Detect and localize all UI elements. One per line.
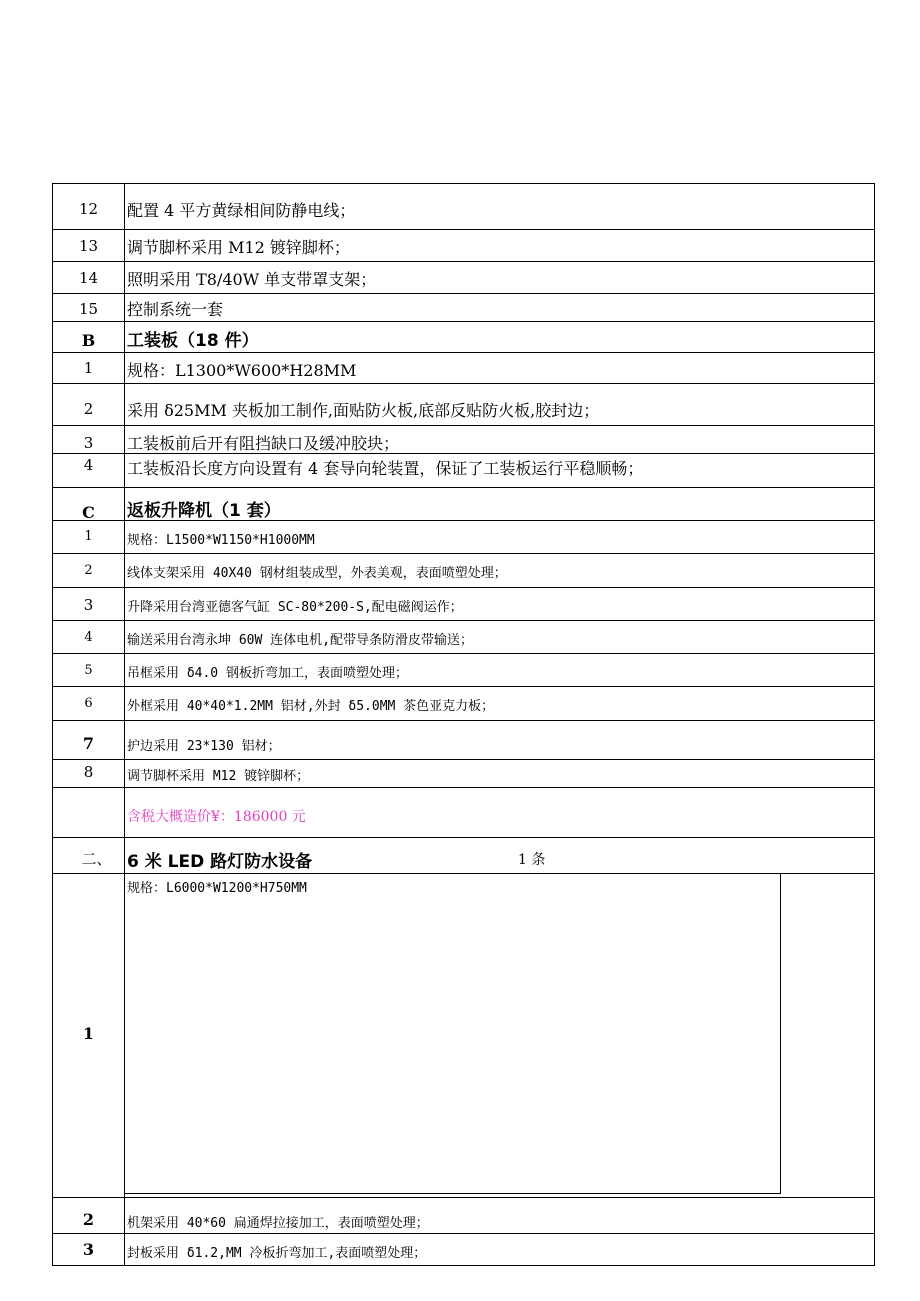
row-text: 工装板沿长度方向设置有 4 套导向轮装置，保证了工装板运行平稳顺畅； [127,459,644,478]
section-title: 6 米 LED 路灯防水设备 [127,852,313,872]
row-number: 1 [84,529,93,544]
quantity: 1 条 [518,852,546,868]
table-row [53,229,874,262]
table-row [53,293,874,322]
drawing-area [125,874,781,1194]
row-text: 调节脚杯采用 M12 镀锌脚杯； [127,769,310,784]
row-text: 护边采用 23*130 铝材； [127,739,281,754]
row-number: 7 [82,734,95,753]
row-text: 吊框采用 δ4.0 钢板折弯加工，表面喷塑处理； [127,666,408,681]
row-text: 规格：L1500*W1150*H1000MM [127,533,315,548]
section-row [53,837,874,874]
row-text: 升降采用台湾亚德客气缸 SC-80*200-S,配电磁阀运作； [127,600,463,615]
row-number: 8 [83,763,94,781]
row-number: 2 [83,400,94,418]
row-text: 控制系统一套 [127,300,224,319]
row-text: 封板采用 δ1.2,MM 冷板折弯加工,表面喷塑处理； [127,1246,427,1261]
row-number: 5 [84,663,93,678]
row-text: 规格：L6000*W1200*H750MM [127,881,307,896]
table-row [53,1197,874,1234]
row-number: 12 [78,200,99,218]
row-text: 线体支架采用 40X40 钢材组装成型，外表美观，表面喷塑处理； [127,566,507,581]
row-number: 1 [83,359,94,377]
row-text: 机架采用 40*60 扁通焊拉接加工，表面喷塑处理； [127,1216,429,1231]
table-row [53,261,874,294]
row-number: 13 [78,237,99,255]
section-title: 工装板（18 件） [127,331,259,351]
spec-table [52,183,875,1266]
section-title: 返板升降机（1 套） [127,501,281,521]
section-number: 二、 [81,850,112,868]
row-number: 1 [82,1024,95,1043]
row-number: 2 [82,1210,95,1229]
row-text: 采用 δ25MM 夹板加工制作,面贴防火板,底部反贴防火板,胶封边； [127,401,600,420]
section-row [53,321,874,353]
row-number: 3 [82,1240,95,1259]
price-row [53,787,874,838]
row-number: 3 [83,434,94,452]
table-row [53,587,874,621]
row-text: 外框采用 40*40*1.2MM 铝材,外封 δ5.0MM 茶色亚克力板； [127,699,495,714]
section-letter: B [81,331,96,350]
row-number: 2 [84,563,93,578]
table-row [53,520,874,554]
row-text: 规格：L1300*W600*H28MM [127,361,357,380]
row-number: 4 [83,456,94,474]
row-number: 6 [84,696,93,711]
table-row [53,383,874,426]
table-row [53,352,874,384]
row-text: 调节脚杯采用 M12 镀锌脚杯； [127,238,350,257]
table-row [53,759,874,788]
table-row [53,720,874,760]
table-row [53,686,874,721]
row-number: 3 [83,596,94,614]
section-row [53,487,874,521]
table-row [53,873,874,1198]
section-letter: C [82,503,95,522]
row-text: 工装板前后开有阻挡缺口及缓冲胶块； [127,434,400,453]
row-text: 输送采用台湾永坤 60W 连体电机,配带导条防滑皮带输送； [127,633,473,648]
table-row [53,653,874,687]
row-text: 照明采用 T8/40W 单支带罩支架； [127,270,377,289]
table-row [53,184,874,229]
table-row [53,425,874,454]
price-text: 含税大概造价¥：186000 元 [127,809,306,825]
table-row [53,620,874,654]
row-number: 15 [78,300,99,318]
row-text: 配置 4 平方黄绿相间防静电线； [127,201,356,220]
row-number: 14 [78,269,99,287]
table-row [53,1233,874,1267]
row-number: 4 [84,630,93,645]
table-row [53,453,874,488]
table-row [53,553,874,588]
